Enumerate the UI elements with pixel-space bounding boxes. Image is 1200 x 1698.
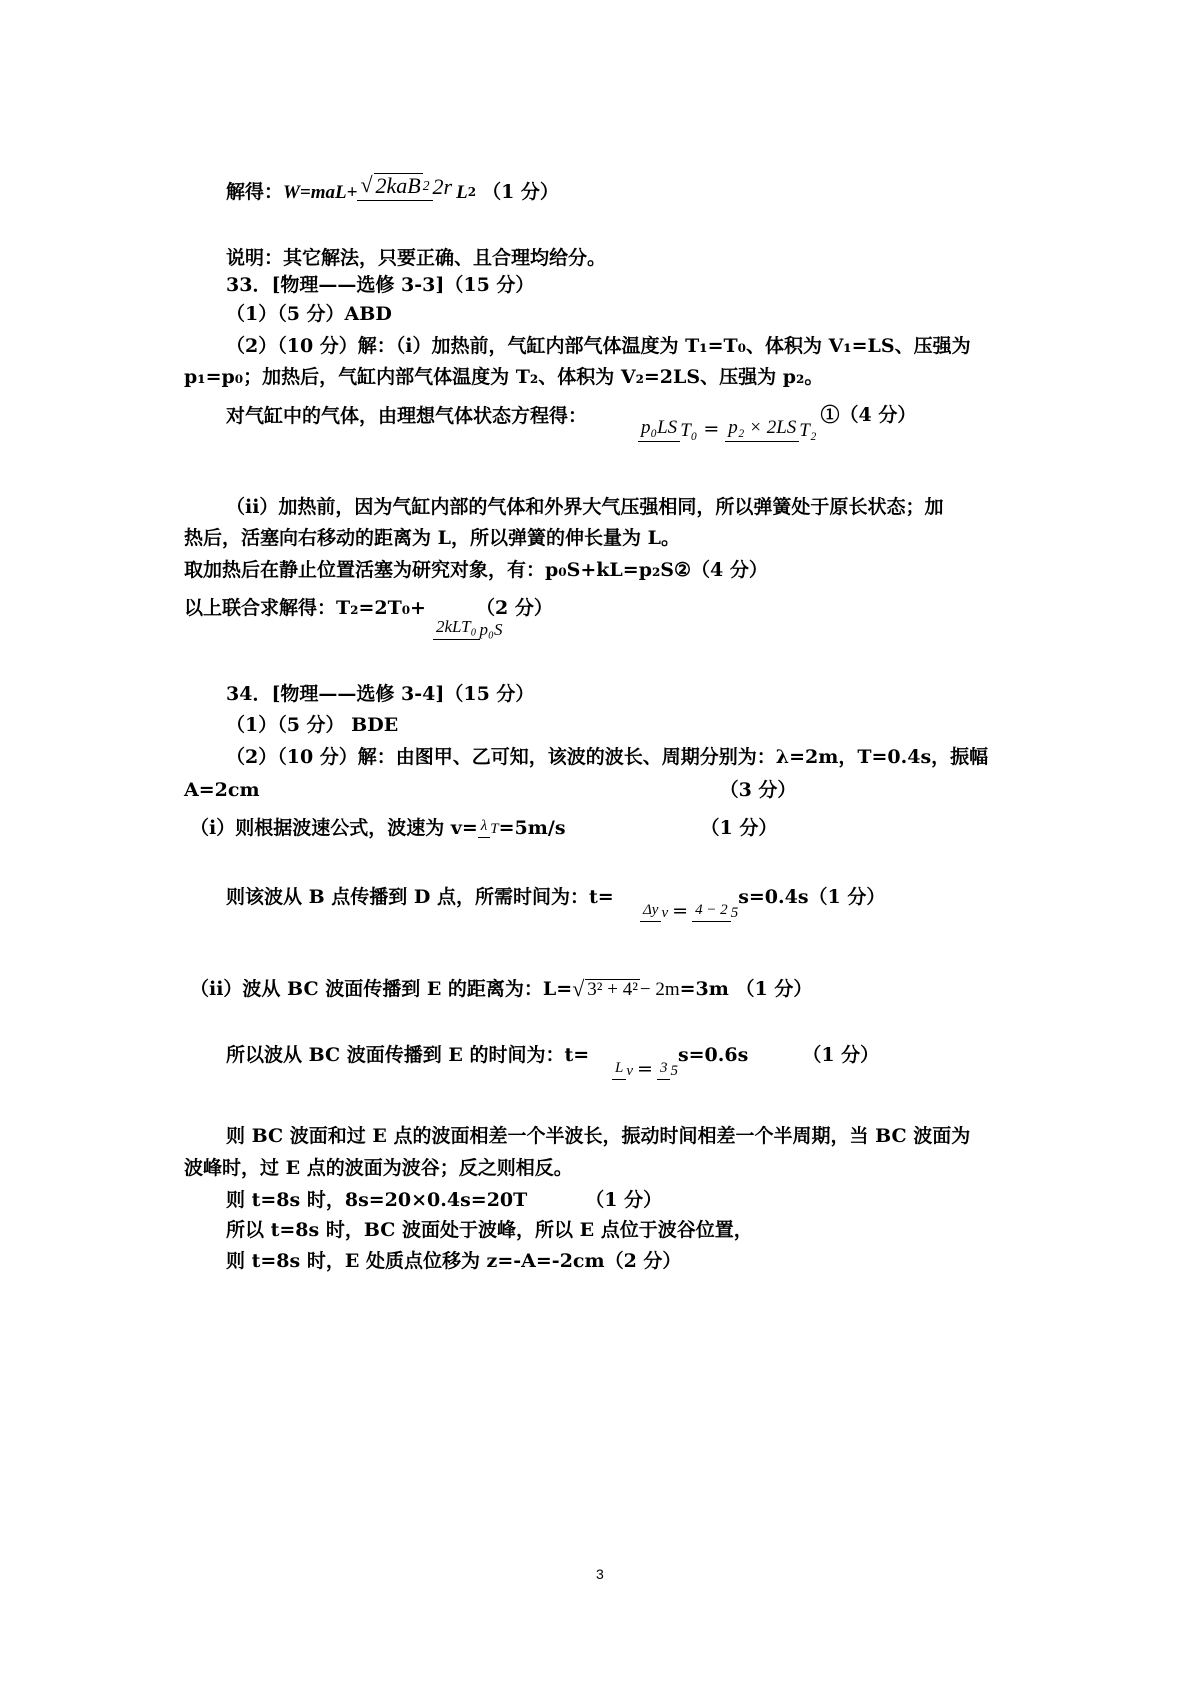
w-den: 2r — [432, 174, 453, 200]
wave-speed-line: （i）则根据波速公式，波速为 v= λ T=5m/s （1 分） — [190, 816, 778, 839]
q34-part2-line2: A=2cm （3 分） — [184, 778, 797, 801]
answer-w-formula: 解得：W=maL+ √ 2kaB 2 2r L2 （1 分） — [226, 172, 559, 203]
w-score: （1 分） — [482, 180, 559, 203]
q33-title: 33．[物理——选修 3-3]（15 分） — [226, 274, 535, 296]
q33-ii-line2: 热后，活塞向右移动的距离为 L，所以弹簧的伸长量为 L。 — [184, 527, 680, 549]
time-bd-line: 则该波从 B 点传播到 D 点，所需时间为：t= — [226, 886, 614, 908]
w-eq: W=maL+ — [283, 181, 358, 203]
distance-line: （ii）波从 BC 波面传播到 E 的距离为：L=√ 3² + 4²− 2m=3m （1 分） — [190, 976, 813, 1001]
note-line: 说明：其它解法，只要正确、且合理均给分。 — [226, 247, 607, 269]
conclusion-line5: 则 t=8s 时，E 处质点位移为 z=-A=-2cm（2 分） — [226, 1250, 682, 1272]
q34-part1: （1）（5 分） BDE — [226, 714, 399, 736]
q33-ii-line3: 取加热后在静止位置活塞为研究对象，有：p₀S+kL=p₂S②（4 分） — [184, 559, 768, 581]
t2-den: p₀S — [479, 620, 503, 639]
t2-score: （2 分） — [475, 597, 553, 619]
w-num: 2kaB — [375, 172, 421, 198]
gas-equation-line — [226, 407, 587, 426]
w-after: L — [456, 181, 468, 203]
q33-part2-line1: （2）（10 分）解：（i）加热前，气缸内部气体温度为 T₁=T₀、体积为 V₁=LS、压强为 — [226, 335, 971, 357]
w-fraction: √ 2kaB 2 2r — [357, 171, 452, 201]
q33-ii-line1: （ii）加热前，因为气缸内部的气体和外界大气压强相同，所以弹簧处于原长状态；加 — [226, 496, 944, 518]
page-number: 3 — [596, 1566, 604, 1582]
gas-score: ①（4 分） — [820, 404, 917, 426]
gas-frac-right: p₂ × 2LS T₂ — [725, 418, 816, 442]
t2-result-line — [184, 599, 553, 618]
t2-fraction — [433, 618, 502, 640]
q34-part2-line1: （2）（10 分）解：由图甲、乙可知，该波的波长、周期分别为：λ=2m，T=0.4s，振幅 — [226, 746, 989, 768]
time-be-eq: L v = 3 5s=0.6s （1 分） — [612, 1046, 879, 1080]
q34-title: 34．[物理——选修 3-4]（15 分） — [226, 683, 535, 705]
gas-frac-left: p₀LS T₀ — [638, 418, 697, 442]
q33-part2-line2: p₁=p₀；加热后，气缸内部气体温度为 T₂、体积为 V₂=2LS、压强为 p₂。 — [184, 366, 824, 388]
conclusion-line1: 则 BC 波面和过 E 点的波面相差一个半波长，振动时间相差一个半周期，当 BC 波面为 — [226, 1125, 971, 1147]
wave-speed-frac: λ T — [478, 818, 499, 838]
t2-num: 2kLT₀ — [433, 618, 480, 640]
conclusion-line3: 则 t=8s 时，8s=20×0.4s=20T （1 分） — [226, 1188, 663, 1211]
t2-prefix: 以上联合求解得：T₂=2T₀+ — [184, 597, 426, 619]
w-prefix: 解得： — [226, 180, 284, 203]
conclusion-line2: 波峰时，过 E 点的波面为波谷；反之则相反。 — [184, 1157, 573, 1179]
time-bd-eq: Δy v = 4 − 2 5s=0.4s（1 分） — [640, 888, 885, 922]
conclusion-line4: 所以 t=8s 时，BC 波面处于波峰，所以 E 点位于波谷位置， — [226, 1219, 753, 1241]
time-be-line: 所以波从 BC 波面传播到 E 的时间为：t= — [226, 1044, 590, 1066]
gas-equation: p₀LS T₀ = p₂ × 2LS T₂①（4 分） — [638, 418, 916, 442]
q33-part1: （1）（5 分）ABD — [226, 303, 392, 325]
gas-equation-text: 对气缸中的气体，由理想气体状态方程得： — [226, 405, 588, 427]
